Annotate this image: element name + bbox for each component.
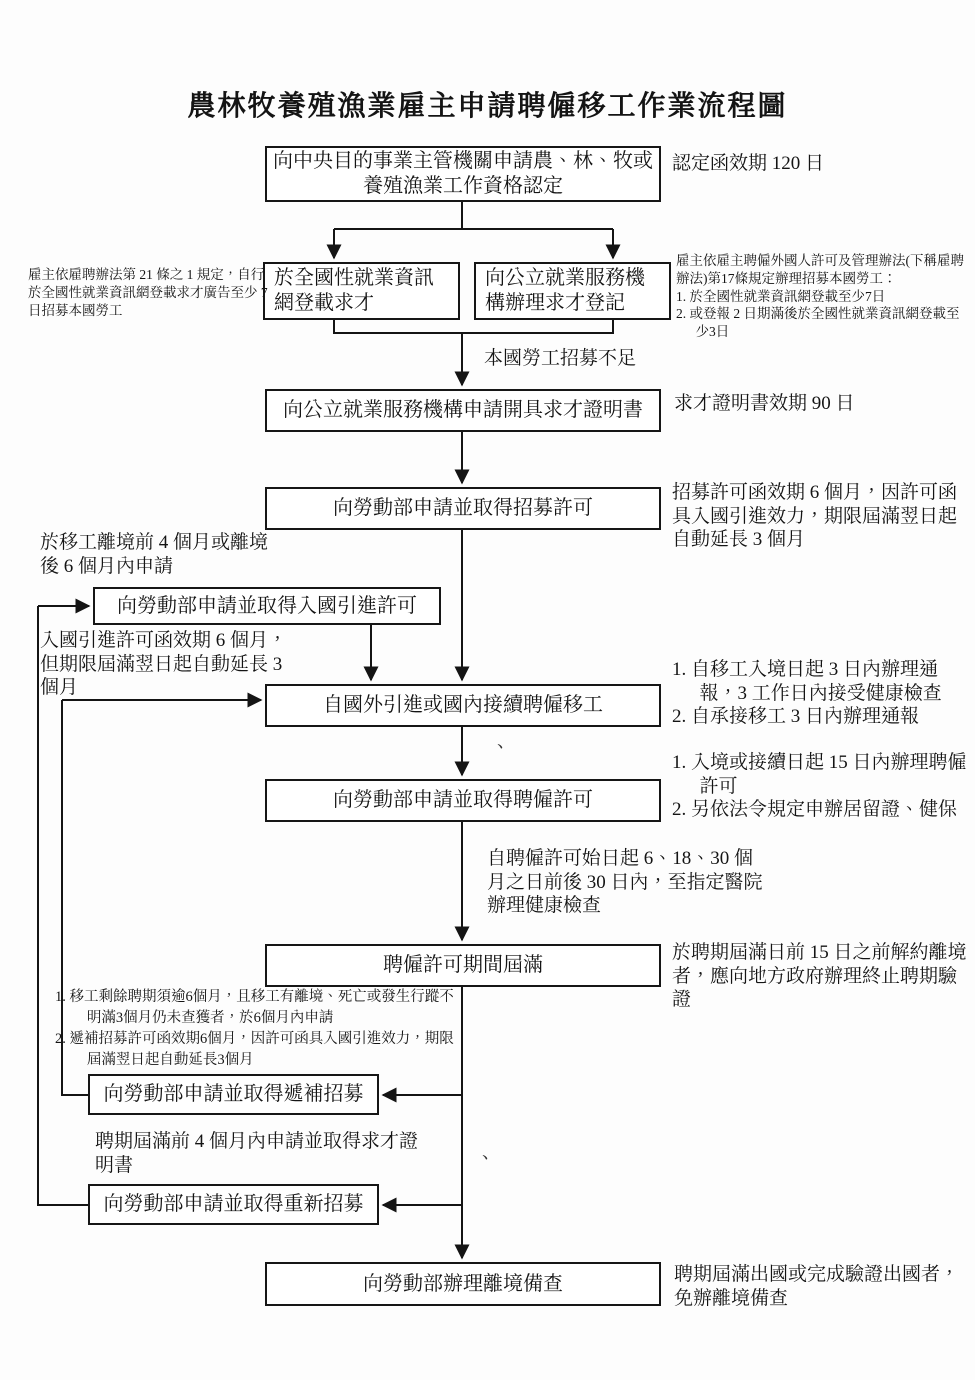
note-replacement-item1: 1. 移工剩餘聘期須逾6個月，且移工有離境、死亡或發生行蹤不明滿3個月仍未查獲者，於6個月內申請 <box>55 989 454 1027</box>
node-employment-permit: 向勞動部申請並取得聘僱許可 <box>265 779 661 822</box>
node-recruitment-certificate: 向公立就業服務機構申請開具求才證明書 <box>265 389 661 432</box>
node-replacement-recruitment: 向勞動部申請並取得遞補招募 <box>88 1074 379 1115</box>
note-rule17 <box>676 252 970 341</box>
page-title: 農林牧養殖漁業雇主申請聘僱移工作業流程圖 <box>187 91 788 122</box>
note-replacement-item2: 2. 遞補招募許可函效期6個月，因許可函具入國引進效力，期限屆滿翌日起自動延長3個月 <box>55 1031 454 1069</box>
note-hire-item1: 1. 自移工入境日起 3 日內辦理通報，3 工作日內接受健康檢查 <box>672 659 942 704</box>
note-expiry: 於聘期屆滿日前 15 日之前解約離境者，應向地方政府辦理終止聘期驗證 <box>672 942 967 1011</box>
node-service-registration: 向公立就業服務機構辦理求才登記 <box>474 262 671 320</box>
stray-mark: 、 <box>497 731 515 751</box>
label-insufficient-local-workers: 本國勞工招募不足 <box>484 348 637 369</box>
node-qualification: 向中央目的事業主管機關申請農、林、牧或養殖漁業工作資格認定 <box>265 146 661 202</box>
note-entry-permit-validity: 入國引進許可函效期 6 個月，但期限屆滿翌日起自動延長 3 個月 <box>40 630 288 699</box>
note-validity-120: 認定函效期 120 日 <box>672 153 825 174</box>
node-online-job-posting: 於全國性就業資訊網登載求才 <box>263 262 460 320</box>
note-re-recruitment-window: 聘期屆滿前 4 個月內申請並取得求才證明書 <box>95 1131 419 1176</box>
note-rule21: 雇主依雇聘辦法第 21 條之 1 規定，自行於全國性就業資訊網登載求才廣告至少 7 日招募本國勞工 <box>28 267 268 318</box>
note-employment-permit-steps <box>672 751 974 822</box>
note-rule17-intro: 雇主依雇主聘僱外國人許可及管理辦法(下稱雇聘辦法)第17條規定辦理招募本國勞工： <box>676 253 964 286</box>
note-hire-item2: 2. 自承接移工 3 日內辦理通報 <box>672 706 920 728</box>
note-employment-item1: 1. 入境或接續日起 15 日內辦理聘僱許可 <box>672 752 967 797</box>
note-recruitment-permit-validity: 招募許可函效期 6 個月，因許可函具入國引進效力，期限屆滿翌日起自動延長 3 個月 <box>672 482 958 551</box>
node-entry-permit: 向勞動部申請並取得入國引進許可 <box>93 587 441 625</box>
node-permit-expiry: 聘僱許可期間屆滿 <box>265 944 661 987</box>
node-departure-record: 向勞動部辦理離境備查 <box>265 1262 661 1306</box>
note-rule17-item2: 2. 或登報 2 日期滿後於全國性就業資訊網登載至少3日 <box>676 306 960 340</box>
node-re-recruitment: 向勞動部申請並取得重新招募 <box>88 1184 379 1225</box>
node-recruitment-permit: 向勞動部申請並取得招募許可 <box>265 487 661 530</box>
note-replacement-rules <box>55 987 463 1071</box>
stray-mark: 、 <box>482 1142 500 1162</box>
note-hire-reporting <box>672 658 974 729</box>
note-rule17-item1: 1. 於全國性就業資訊網登載至少7日 <box>676 288 886 304</box>
note-employment-item2: 2. 另依法令規定申辦居留證、健保 <box>672 799 958 821</box>
note-departure: 聘期屆滿出國或完成驗證出國者，免辦離境備查 <box>674 1264 960 1309</box>
label-health-check: 自聘僱許可始日起 6、18、30 個月之日前後 30 日內，至指定醫院辦理健康檢查 <box>487 848 763 917</box>
node-hire-worker: 自國外引進或國內接續聘僱移工 <box>265 684 661 727</box>
note-validity-90: 求才證明書效期 90 日 <box>674 393 855 414</box>
note-entry-apply-window: 於移工離境前 4 個月或離境後 6 個月內申請 <box>40 532 269 577</box>
